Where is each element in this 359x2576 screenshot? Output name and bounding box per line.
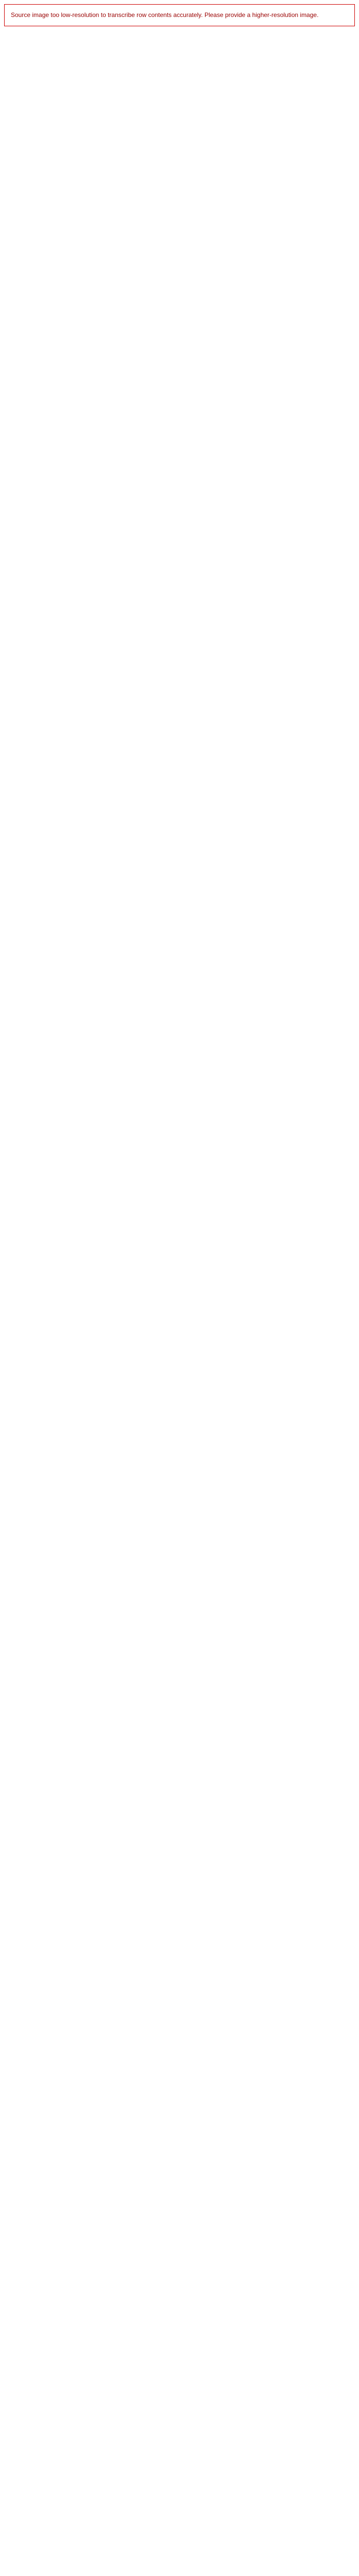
transcription-notice: Source image too low-resolution to transcribe row contents accurately. Please provide a higher-resolution image. [4,4,355,26]
